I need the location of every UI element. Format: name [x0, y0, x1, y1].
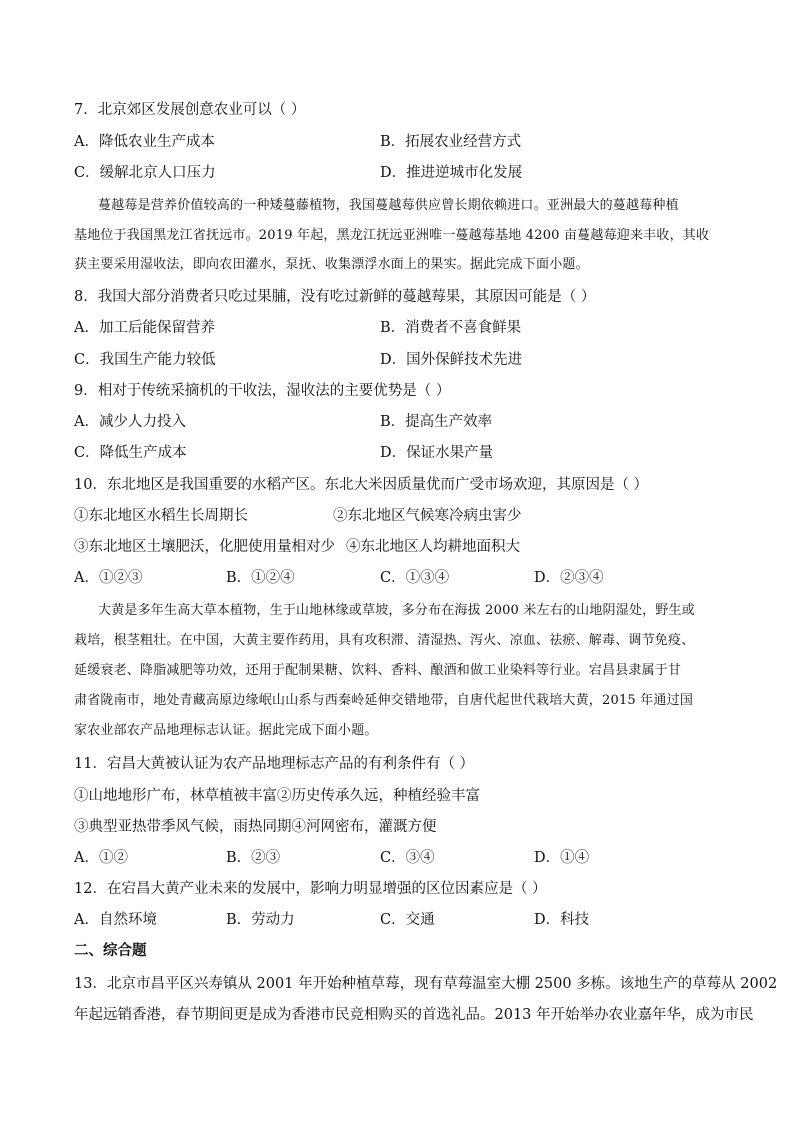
q11-stem: 11．宕昌大黄被认证为农产品地理标志产品的有利条件有（ ）	[74, 756, 475, 772]
q9-option-c: C．降低生产成本	[74, 445, 187, 461]
q12-option-b: B．劳动力	[226, 912, 295, 928]
q11-option-b: B．②③	[226, 850, 281, 866]
q9-stem: 9．相对于传统采摘机的干收法，湿收法的主要优势是（ ）	[74, 383, 451, 399]
q7-stem: 7．北京郊区发展创意农业可以（ ）	[74, 102, 306, 118]
q11-option-a: A．①②	[74, 850, 128, 866]
q7-option-c: C．缓解北京人口压力	[74, 165, 216, 181]
q12-option-a: A．自然环境	[74, 912, 157, 928]
section-heading-comprehensive: 二、综合题	[74, 942, 147, 959]
q13-line-2: 年起远销香港，春节期间更是成为香港市民竞相购买的首选礼品。2013 年开始举办农业嘉年华，成为市民	[74, 1007, 754, 1023]
q9-option-d: D．保证水果产量	[380, 445, 494, 461]
q10-option-b: B．①②④	[226, 570, 295, 586]
q11-statements-3-4: ③典型亚热带季风气候，雨热同期④河网密布，灌溉方便	[74, 819, 437, 835]
q7-option-b: B．拓展农业经营方式	[380, 134, 522, 150]
q11-statements-1-2: ①山地地形广布，林草植被丰富②历史传承久远，种植经验丰富	[74, 788, 480, 804]
q11-option-c: C．③④	[380, 850, 435, 866]
q9-option-b: B．提高生产效率	[380, 414, 493, 430]
q12-stem: 12．在宕昌大黄产业未来的发展中，影响力明显增强的区位因素应是（ ）	[74, 881, 547, 897]
q10-statement-3: ③东北地区土壤肥沃，化肥使用量相对少	[74, 539, 335, 555]
passage2-line-5: 家农业部农产品地理标志认证。据此完成下面小题。	[74, 723, 378, 738]
q10-statement-2: ②东北地区气候寒冷病虫害少	[333, 508, 522, 524]
q8-option-d: D．国外保鲜技术先进	[380, 352, 523, 368]
passage2-line-2: 栽培，根茎粗壮。在中国，大黄主要作药用，具有攻积滞、清湿热、泻火、凉血、祛瘀、解毒、调节免疫、	[74, 633, 695, 648]
q13-line-1: 13．北京市昌平区兴寿镇从 2001 年开始种植草莓，现有草莓温室大棚 2500 多栋。该地生产的草莓从 2002	[74, 976, 778, 992]
q10-option-d: D．②③④	[534, 570, 604, 586]
q10-statement-4: ④东北地区人均耕地面积大	[346, 539, 520, 555]
q10-option-a: A．①②③	[74, 570, 143, 586]
q7-option-d: D．推进逆城市化发展	[380, 165, 523, 181]
q11-option-d: D．①④	[534, 850, 590, 866]
passage2-line-1: 大黄是多年生高大草本植物，生于山地林缘或草坡，多分布在海拔 2000 米左右的山地阴湿处，野生或	[98, 603, 695, 618]
q12-option-c: C．交通	[380, 912, 435, 928]
passage1-line-2: 基地位于我国黑龙江省抚远市。2019 年起，黑龙江抚远亚洲唯一蔓越莓基地 4200 亩蔓越莓迎来丰收，其收	[74, 228, 710, 243]
passage1-line-1: 蔓越莓是营养价值较高的一种矮蔓藤植物，我国蔓越莓供应曾长期依赖进口。亚洲最大的蔓越莓种植	[98, 198, 679, 213]
passage1-line-3: 获主要采用湿收法，即向农田灌水，泵抚、收集漂浮水面上的果实。据此完成下面小题。	[74, 257, 589, 272]
q9-option-a: A．减少人力投入	[74, 414, 186, 430]
q7-option-a: A．降低农业生产成本	[74, 134, 215, 150]
q8-stem: 8．我国大部分消费者只吃过果脯，没有吃过新鲜的蔓越莓果，其原因可能是（ ）	[74, 289, 596, 305]
q8-option-c: C．我国生产能力较低	[74, 352, 216, 368]
q12-option-d: D．科技	[534, 912, 590, 928]
q8-option-b: B．消费者不喜食鲜果	[380, 320, 522, 336]
passage2-line-3: 延缓衰老、降脂减肥等功效，还用于配制果糖、饮料、香料、酿酒和做工业染料等行业。宕昌县隶属于甘	[74, 663, 682, 678]
passage2-line-4: 肃省陇南市，地处青藏高原边缘岷山山系与西秦岭延伸交错地带，自唐代起世代栽培大黄，2015 年通过国	[74, 693, 694, 708]
q10-option-c: C．①③④	[380, 570, 450, 586]
q10-statement-1: ①东北地区水稻生长周期长	[74, 508, 248, 524]
q8-option-a: A．加工后能保留营养	[74, 320, 215, 336]
q10-stem: 10．东北地区是我国重要的水稻产区。东北大米因质量优而广受市场欢迎，其原因是（ ）	[74, 477, 649, 493]
